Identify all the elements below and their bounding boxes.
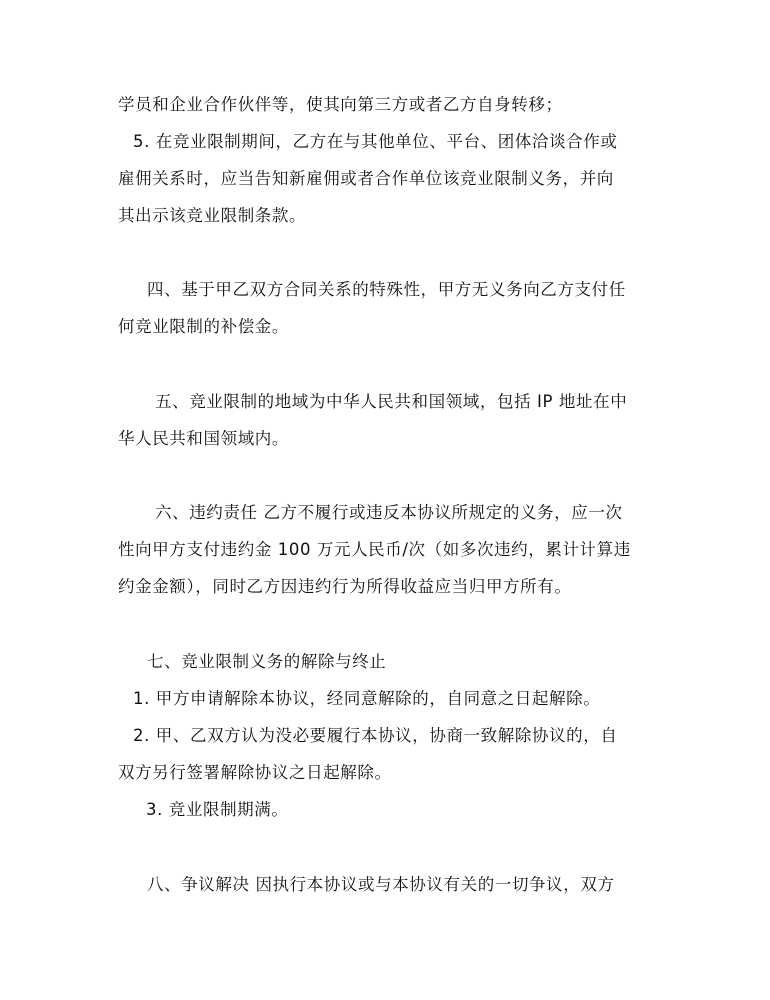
text-line: 3. 竞业限制期满。 [146, 800, 289, 819]
text-line: 四、基于甲乙双方合同关系的特殊性，甲方无义务向乙方支付任 [147, 280, 626, 299]
text-line: 约金金额），同时乙方因违约行为所得收益应当归甲方所有。 [118, 577, 572, 596]
text-line: 2. 甲、乙双方认为没必要履行本协议，协商一致解除协议的，自 [133, 726, 618, 745]
text-line: 五、竞业限制的地域为中华人民共和国领域，包括 IP 地址在中 [155, 392, 628, 411]
text-line: 其出示该竞业限制条款。 [118, 206, 307, 225]
text-line: 华人民共和国领域内。 [118, 429, 289, 448]
text-line: 性向甲方支付违约金 100 万元人民币/次（如多次违约，累计计算违 [118, 540, 631, 559]
text-line: 雇佣关系时，应当告知新雇佣或者合作单位该竞业限制义务，并向 [118, 169, 614, 188]
text-line: 何竞业限制的补偿金。 [118, 317, 289, 336]
text-line: 八、争议解决 因执行本协议或与本协议有关的一切争议，双方 [147, 875, 615, 894]
text-line: 1. 甲方申请解除本协议，经同意解除的，自同意之日起解除。 [133, 689, 601, 708]
text-line: 七、竞业限制义务的解除与终止 [147, 652, 387, 671]
text-line: 双方另行签署解除协议之日起解除。 [118, 763, 392, 782]
text-line: 5. 在竞业限制期间，乙方在与其他单位、平台、团体洽谈合作或 [133, 132, 618, 151]
text-line: 六、违约责任 乙方不履行或违反本协议所规定的义务，应一次 [155, 503, 623, 522]
text-line: 学员和企业合作伙伴等，使其向第三方或者乙方自身转移； [118, 95, 563, 114]
